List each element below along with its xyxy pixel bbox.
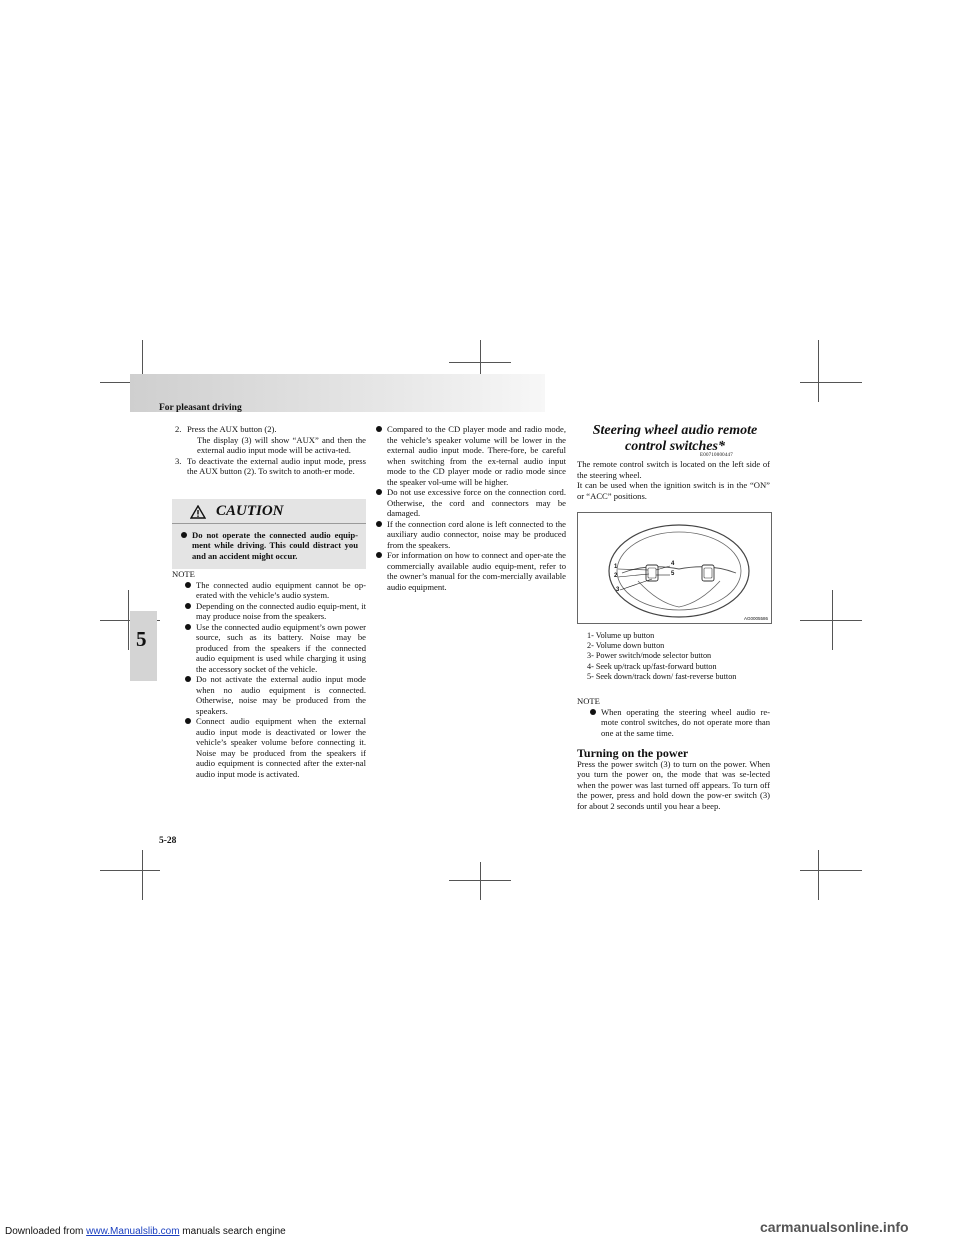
chapter-number: 5 [136, 627, 147, 651]
middle-column [375, 424, 566, 592]
note-item: Depending on the connected audio equip-ment, it may produce noise from the speakers. [184, 601, 366, 622]
legend-item: 3- Power switch/mode selector button [587, 651, 712, 661]
step-number: 2. [175, 424, 182, 434]
legend-item: 5- Seek down/track down/ fast-reverse button [587, 671, 737, 681]
section-title-line: Steering wheel audio remote [592, 423, 758, 438]
note-item: Do not use excessive force on the connection cord. Otherwise, the cord and connectors may be damaged. [375, 487, 566, 519]
note-item: Connect audio equipment when the external audio input mode is deactivated or lower the vehicle’s speaker volume before connecting it. Noise may be produced from the speakers if audio equipment is connected after the exter-nal audio input mode is activated. [184, 716, 366, 779]
footer-prefix: Downloaded from [5, 1226, 87, 1237]
figure-code: AG0005586 [743, 616, 768, 621]
note-item: Do not activate the external audio input mode when no audio equipment is connected. Otherwise, noise may be produced from the speakers. [184, 674, 366, 716]
steering-wheel-figure [577, 512, 772, 624]
left-column [172, 424, 366, 779]
manualslib-link[interactable]: www.Manualslib.com [86, 1226, 180, 1237]
callout-label: 1 [614, 564, 618, 570]
power-text: Press the power switch (3) to turn on the power. When you turn the power on, the mode that was se-lected when the power was last turned off appears. To turn off the power, press and hold down the pow-er switch (3) for about 2 seconds until you hear a beep. [577, 758, 770, 811]
note-label: NOTE [577, 696, 600, 706]
caution-header [172, 505, 366, 524]
step-3 [172, 456, 366, 477]
footer-suffix: manuals search engine [179, 1226, 286, 1237]
note-label: NOTE [172, 569, 195, 579]
right-note [577, 696, 770, 738]
step-text: The display (3) will show “AUX” and then the external audio input mode will be activa-ted. [197, 434, 366, 455]
warning-triangle-icon [190, 505, 206, 519]
reference-code: E00710000447 [700, 453, 733, 458]
legend-item: 1- Volume up button [587, 631, 655, 640]
callout-label: 4 [671, 561, 675, 567]
caution-box [172, 499, 366, 570]
subheading: Turning on the power [577, 746, 689, 760]
legend-item: 4- Seek up/track up/fast-forward button [587, 661, 717, 671]
step-text: Press the AUX button (2). [187, 424, 277, 434]
intro-text: The remote control switch is located on the left side of the steering wheel. [577, 459, 770, 480]
steering-wheel-illustration [578, 513, 771, 623]
footer-download [5, 1226, 286, 1237]
note-item: When operating the steering wheel audio re-mote control switches, do not operate more than one at the same time. [589, 707, 770, 739]
page-number: 5-28 [159, 836, 177, 846]
step-number: 3. [175, 455, 182, 466]
step-2 [172, 424, 366, 456]
callout-label: 2 [614, 573, 618, 579]
caution-text: Do not operate the connected audio equip-ment while driving. This could distract you and an accident might occur. [180, 530, 358, 562]
page-header-title: For pleasant driving [159, 403, 242, 413]
note-item: Compared to the CD player mode and radio mode, the vehicle’s speaker volume will be lower in the external audio input mode. There-fore, be careful when switching from the ex-ternal audio input mode to the CD player mode or radio mode since the speaker vol-ume will be higher. [375, 424, 566, 487]
footer-watermark: carmanualsonline.info [760, 1219, 909, 1235]
note-item: If the connection cord alone is left connected to the auxiliary audio connector, noise may be produced from the speakers. [375, 519, 566, 551]
figure-legend [587, 631, 736, 682]
section-title [580, 423, 770, 455]
step-text: To deactivate the external audio input mode, press the AUX button (2). To switch to anoth-er mode. [187, 455, 366, 476]
caution-title: CAUTION [216, 503, 284, 520]
chapter-tab [130, 611, 157, 681]
right-intro [577, 459, 770, 501]
legend-item: 2- Volume down button [587, 641, 665, 651]
power-section [577, 748, 770, 811]
note-item: For information on how to connect and oper-ate the commercially available audio equip-ment, refer to the owner’s manual for the com-mercially available audio equipment. [375, 550, 566, 592]
note-list [172, 580, 366, 780]
callout-label: 5 [671, 571, 675, 577]
note-item: The connected audio equipment cannot be op-erated with the vehicle’s audio system. [184, 580, 366, 601]
callout-label: 3 [616, 587, 620, 593]
note-item: Use the connected audio equipment’s own power source, such as its battery. Noise may be produced from the speakers if the connected audio equipment is used while charging it using the accessory socket of the vehicle. [184, 622, 366, 675]
section-title-line: control switches* [625, 439, 725, 454]
intro-text: It can be used when the ignition switch is in the “ON” or “ACC” positions. [577, 480, 770, 501]
